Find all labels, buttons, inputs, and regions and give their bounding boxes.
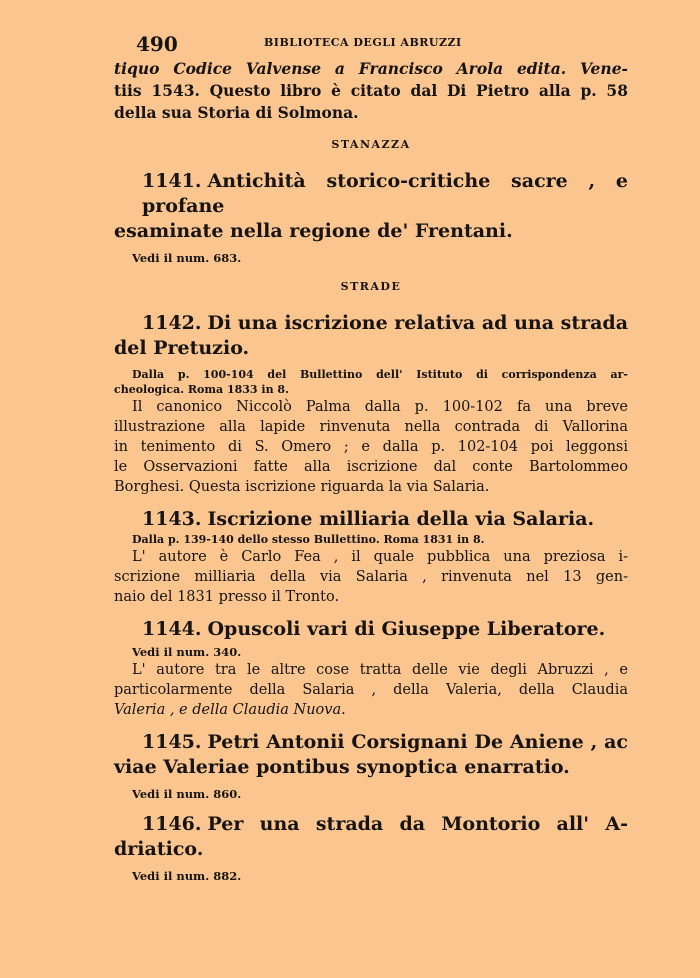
entry-title: Opuscoli vari di Giuseppe Liberatore. [207,618,606,640]
note-line-3: in tenimento di S. Omero ; e dalla p. 102-104 poi leggonsi [114,439,628,455]
page-body [114,58,628,884]
cross-reference-1144: Vedi il num. 340. [132,645,242,659]
cross-reference-1146: Vedi il num. 882. [132,869,242,883]
entry-title-line-1: Petri Antonii Corsignani De Aniene , ac [207,731,628,753]
entry-1143 [114,507,628,532]
entry-number: 1143. [142,508,202,530]
section-heading-stanazza: STANAZZA [331,138,411,151]
entry-number: 1142. [142,312,202,334]
entry-title: Iscrizione milliaria della via Salaria. [207,508,595,530]
note-line-5: Borghesi. Questa iscrizione riguarda la via Salaria. [114,479,490,495]
entry-title-line-2: del Pretuzio. [114,337,250,359]
entry-1145 [114,730,628,780]
entry-title-line-1: Per una strada da Montorio all' A- [207,813,628,835]
source-line-2: cheologica. Roma 1833 in 8. [114,383,289,396]
note-line-1: L' autore tra le altre cose tratta delle vie degli Abruzzi , e [132,662,628,678]
page-number: 490 [136,32,178,56]
note-line-3: naio del 1831 presso il Tronto. [114,589,340,605]
note-line-2: particolarmente della Salaria , della Valeria, della Claudia [114,682,628,698]
entry-number: 1144. [142,618,202,640]
entry-1142 [114,311,628,361]
entry-number: 1145. [142,731,202,753]
section-heading-strade: STRADE [340,280,402,293]
entry-title-line-1: Antichità storico-critiche sacre , e profane [142,170,628,217]
entry-number: 1146. [142,813,202,835]
running-title: BIBLIOTECA DEGLI ABRUZZI [264,36,462,49]
note-line-2: scrizione milliaria della via Salaria , rinvenuta nel 13 gen- [114,569,628,585]
source-line-1: Dalla p. 100-104 del Bullettino dell' Istituto di corrispondenza ar- [132,368,628,381]
note-1142 [114,397,628,497]
note-line-3: Valeria , e della Claudia Nuova. [114,702,346,718]
carryover-line-1: tiquo Codice Valvense a Francisco Arola edita. Vene- [114,59,628,78]
note-line-1: L' autore è Carlo Fea , il quale pubblica una preziosa i- [132,549,628,565]
note-line-4: le Osservazioni fatte alla iscrizione dal conte Bartolommeo [114,459,628,475]
entry-1146 [114,812,628,862]
note-1143 [114,547,628,607]
entry-title-line-2: viae Valeriae pontibus synoptica enarratio. [114,756,570,778]
note-1144 [114,660,628,720]
source-line: Dalla p. 139-140 dello stesso Bullettino. Roma 1831 in 8. [132,533,485,546]
entry-title-line-2: driatico. [114,838,204,860]
cross-reference-1145: Vedi il num. 860. [132,787,242,801]
carryover-line-3: della sua Storia di Solmona. [114,103,359,122]
cross-reference-1141: Vedi il num. 683. [132,251,242,265]
note-line-2: illustrazione alla lapide rinvenuta nella contrada di Vallorina [114,419,628,435]
entry-1144 [114,617,628,642]
entry-1141 [114,169,628,244]
entry-title-line-1: Di una iscrizione relativa ad una strada [207,312,629,334]
entry-number: 1141. [142,170,202,192]
entry-title-line-2: esaminate nella regione de' Frentani. [114,220,513,242]
page-header [136,32,616,54]
carryover-line-2: tiis 1543. Questo libro è citato dal Di Pietro alla p. 58 [114,81,628,100]
note-line-1: Il canonico Niccolò Palma dalla p. 100-102 fa una breve [132,399,628,415]
